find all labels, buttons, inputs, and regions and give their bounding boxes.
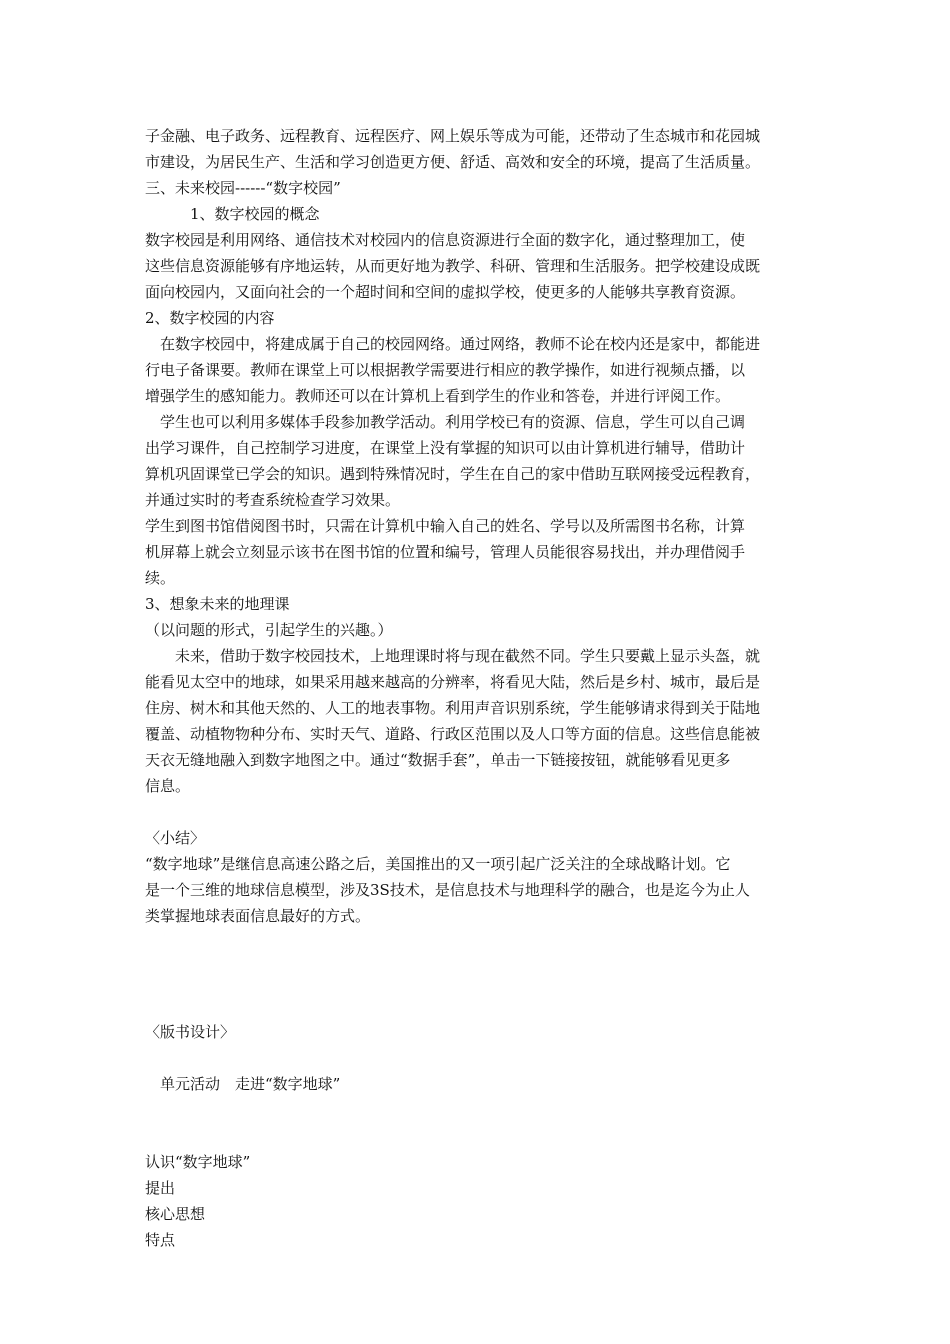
text-line: 天衣无缝地融入到数字地图之中。通过“数据手套”，单击一下链接按钮，就能够看见更多 xyxy=(145,751,731,769)
text-line: 类掌握地球表面信息最好的方式。 xyxy=(145,907,371,925)
text-line: 未来，借助于数字校园技术，上地理课时将与现在截然不同。学生只要戴上显示头盔，就 xyxy=(145,647,761,665)
text-line: （以问题的形式，引起学生的兴趣。） xyxy=(145,621,393,639)
board-item: 核心思想 xyxy=(145,1205,206,1223)
board-item: 提出 xyxy=(145,1179,176,1197)
summary-heading: 〈小结〉 xyxy=(145,829,206,847)
text-line: 市建设，为居民生产、生活和学习创造更方便、舒适、高效和安全的环境，提高了生活质量。 xyxy=(145,153,761,171)
text-line: 在数字校园中，将建成属于自己的校园网络。通过网络，教师不论在校内还是家中，都能进 xyxy=(145,335,761,353)
text-line: 出学习课件，自己控制学习进度，在课堂上没有掌握的知识可以由计算机进行辅导，借助计 xyxy=(145,439,746,457)
text-line: 行电子备课要。教师在课堂上可以根据教学需要进行相应的教学操作，如进行视频点播，以 xyxy=(145,361,746,379)
text-line: 机屏幕上就会立刻显示该书在图书馆的位置和编号，管理人员能很容易找出，并办理借阅手 xyxy=(145,543,746,561)
text-line: 信息。 xyxy=(145,777,191,795)
text-line: 增强学生的感知能力。教师还可以在计算机上看到学生的作业和答卷，并进行评阅工作。 xyxy=(145,387,731,405)
board-design-heading: 〈版书设计〉 xyxy=(145,1023,236,1041)
text-line: 数字校园是利用网络、通信技术对校园内的信息资源进行全面的数字化，通过整理加工，使 xyxy=(145,231,746,249)
text-line: 子金融、电子政务、远程教育、远程医疗、网上娱乐等成为可能，还带动了生态城市和花园城 xyxy=(145,127,761,145)
subsection-heading: 3、想象未来的地理课 xyxy=(145,595,290,613)
text-line: “数字地球”是继信息高速公路之后，美国推出的又一项引起广泛关注的全球战略计划。它 xyxy=(145,855,731,873)
text-line: 学生也可以利用多媒体手段参加教学活动。利用学校已有的资源、信息，学生可以自己调 xyxy=(145,413,746,431)
text-line: 并通过实时的考查系统检查学习效果。 xyxy=(145,491,401,509)
text-line: 算机巩固课堂已学会的知识。遇到特殊情况时，学生在自己的家中借助互联网接受远程教育， xyxy=(145,465,761,483)
text-line: 能看见太空中的地球，如果采用越来越高的分辨率，将看见大陆，然后是乡村、城市，最后是 xyxy=(145,673,761,691)
board-item: 特点 xyxy=(145,1231,176,1249)
section-heading: 三、未来校园------“数字校园” xyxy=(145,179,341,197)
text-line: 是一个三维的地球信息模型，涉及3S技术，是信息技术与地理科学的融合，也是迄今为止人 xyxy=(145,881,750,899)
text-line: 面向校园内，又面向社会的一个超时间和空间的虚拟学校，使更多的人能够共享教育资源。 xyxy=(145,283,746,301)
board-title: 单元活动 走进“数字地球” xyxy=(145,1075,341,1093)
board-item: 认识“数字地球” xyxy=(145,1153,251,1171)
text-line: 住房、树木和其他天然的、人工的地表事物。利用声音识别系统，学生能够请求得到关于陆地 xyxy=(145,699,761,717)
text-line: 这些信息资源能够有序地运转，从而更好地为教学、科研、管理和生活服务。把学校建设成既 xyxy=(145,257,761,275)
text-line: 学生到图书馆借阅图书时，只需在计算机中输入自己的姓名、学号以及所需图书名称，计算 xyxy=(145,517,746,535)
subsection-heading: 2、数字校园的内容 xyxy=(145,309,275,327)
subsection-heading: 1、数字校园的概念 xyxy=(145,205,320,223)
text-line: 覆盖、动植物物种分布、实时天气、道路、行政区范围以及人口等方面的信息。这些信息能被 xyxy=(145,725,761,743)
text-line: 续。 xyxy=(145,569,176,587)
